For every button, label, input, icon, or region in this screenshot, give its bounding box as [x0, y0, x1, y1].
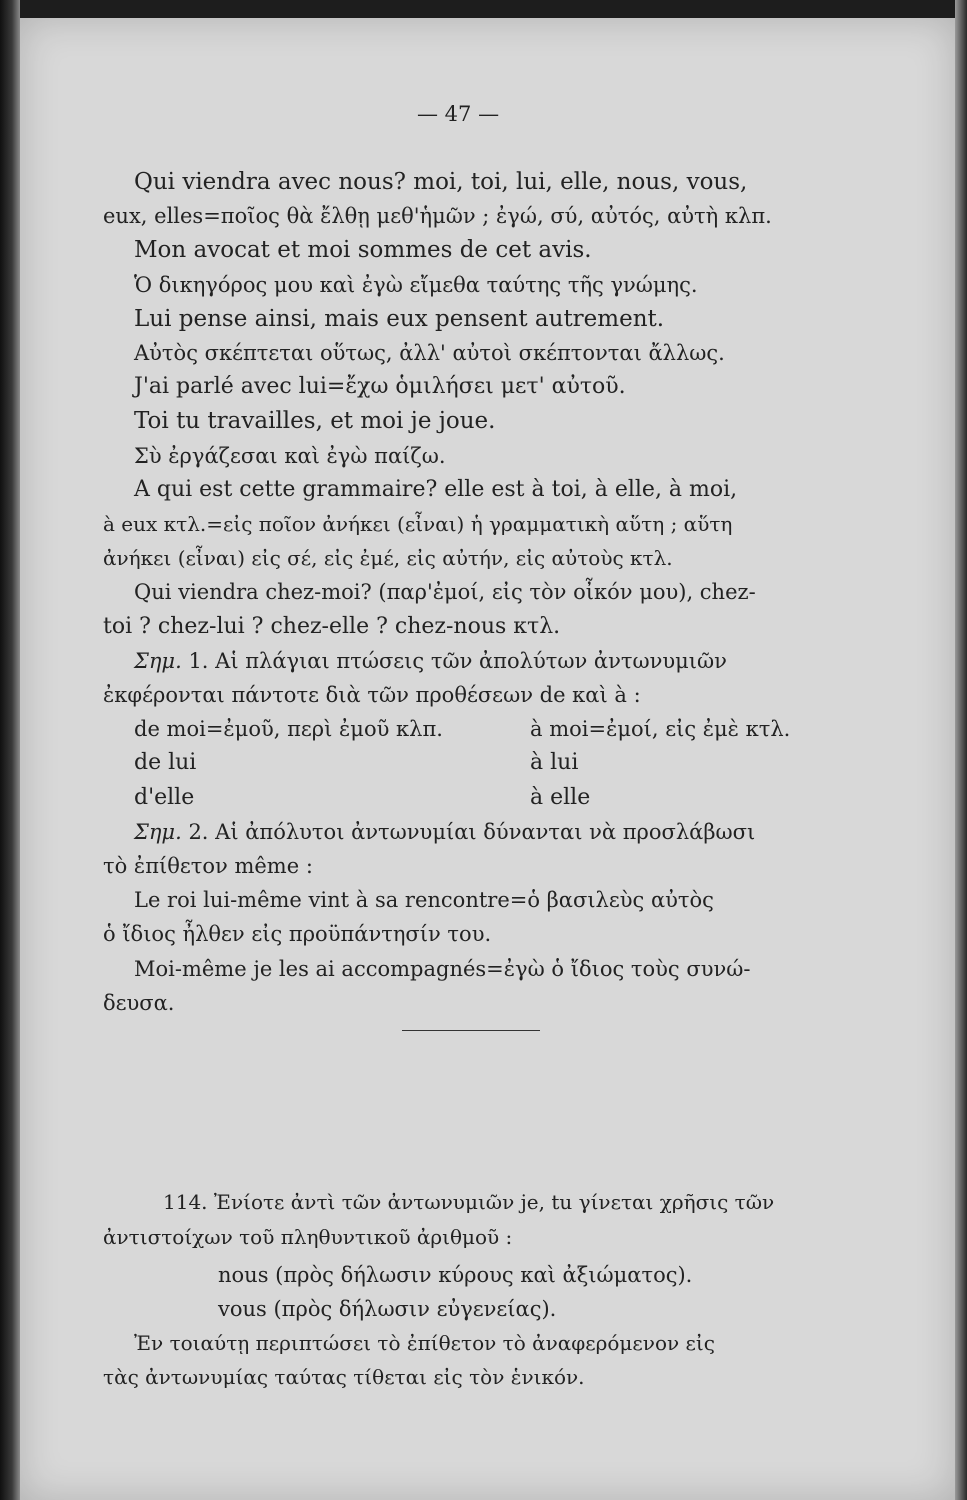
text-line: ἀντιστοίχων τοῦ πληθυντικοῦ ἀριθμοῦ :: [103, 1225, 513, 1249]
text-line: Toi tu travailles, et moi je joue.: [134, 408, 496, 434]
text-line: eux, elles=ποῖος θὰ ἔλθῃ μεθ'ἡμῶν ; ἐγώ, σύ, αὐτός, αὐτὴ κλπ.: [103, 204, 772, 228]
text-line: Ἐν τοιαύτῃ περιπτώσει τὸ ἐπίθετον τὸ ἀναφερόμενον εἰς: [134, 1331, 715, 1355]
text-line: toi ? chez-lui ? chez-elle ? chez-nous κτλ.: [103, 614, 561, 639]
text-line: ἀνήκει (εἶναι) εἰς σέ, εἰς ἐμέ, εἰς αὐτήν, εἰς αὐτοὺς κτλ.: [103, 546, 673, 570]
page-number: — 47 —: [417, 102, 500, 126]
text-line: d'elle: [134, 785, 195, 810]
text-line: de lui: [134, 750, 197, 775]
page-edge-shadow: [955, 0, 967, 1500]
text-line: à eux κτλ.=εἰς ποῖον ἀνήκει (εἶναι) ἡ γραμματικὴ αὕτη ; αὕτη: [103, 512, 733, 536]
text-line: 114. Ἐνίοτε ἀντὶ τῶν ἀντωνυμιῶν je, tu γίνεται χρῆσις τῶν: [163, 1190, 775, 1214]
text-line: Qui viendra avec nous? moi, toi, lui, elle, nous, vous,: [134, 169, 748, 195]
note-text: 2. Αἱ ἀπόλυτοι ἀντωνυμίαι δύνανται νὰ προσλάβωσι: [181, 820, 756, 844]
text-line: Lui pense ainsi, mais eux pensent autrement.: [134, 306, 665, 332]
note-text: 1. Αἱ πλάγιαι πτώσεις τῶν ἀπολύτων ἀντωνυμιῶν: [181, 649, 727, 673]
text-line: Mon avocat et moi sommes de cet avis.: [134, 237, 592, 263]
text-line: Le roi lui-même vint à sa rencontre=ὁ βασιλεὺς αὐτὸς: [134, 888, 714, 912]
book-spine-shadow: [0, 0, 20, 1500]
text-line: ὁ ἴδιος ἦλθεν εἰς προϋπάντησίν του.: [103, 922, 492, 946]
text-line: vous (πρὸς δήλωσιν εὐγενείας).: [218, 1297, 557, 1321]
text-line: τὸ ἐπίθετον même :: [103, 854, 313, 878]
text-line: Αὐτὸς σκέπτεται οὕτως, ἀλλ' αὐτοὶ σκέπτονται ἄλλως.: [134, 341, 725, 365]
text-line: δευσα.: [103, 991, 175, 1015]
text-line: J'ai parlé avec lui=ἔχω ὁμιλήσει μετ' αὐτοῦ.: [134, 374, 626, 399]
text-line: Ὁ δικηγόρος μου καὶ ἐγὼ εἴμεθα ταύτης τῆς γνώμης.: [134, 273, 698, 297]
note-label: Σημ.: [134, 649, 182, 673]
text-line: Qui viendra chez-moi? (παρ'ἐμοί, εἰς τὸν οἶκόν μου), chez-: [134, 580, 756, 604]
text-line: à elle: [530, 785, 591, 810]
text-line: A qui est cette grammaire? elle est à toi, à elle, à moi,: [134, 477, 738, 502]
text-line: ἐκφέρονται πάντοτε διὰ τῶν προθέσεων de καὶ à :: [103, 683, 641, 707]
text-line: Σὺ ἐργάζεσαι καὶ ἐγὼ παίζω.: [134, 444, 446, 468]
text-line: nous (πρὸς δήλωσιν κύρους καὶ ἀξιώματος).: [218, 1263, 693, 1287]
text-line: de moi=ἐμοῦ, περὶ ἐμοῦ κλπ.: [134, 717, 443, 741]
text-line: τὰς ἀντωνυμίας ταύτας τίθεται εἰς τὸν ἑνικόν.: [103, 1365, 585, 1389]
note-label: Σημ.: [134, 820, 182, 844]
note-line: [134, 648, 727, 674]
note-line: [134, 819, 755, 845]
text-line: à lui: [530, 750, 579, 775]
text-line: à moi=ἐμοί, εἰς ἐμὲ κτλ.: [530, 717, 791, 741]
text-line: Moi-même je les ai accompagnés=ἐγὼ ὁ ἴδιος τοὺς συνώ-: [134, 957, 751, 981]
section-divider: [402, 1030, 540, 1031]
